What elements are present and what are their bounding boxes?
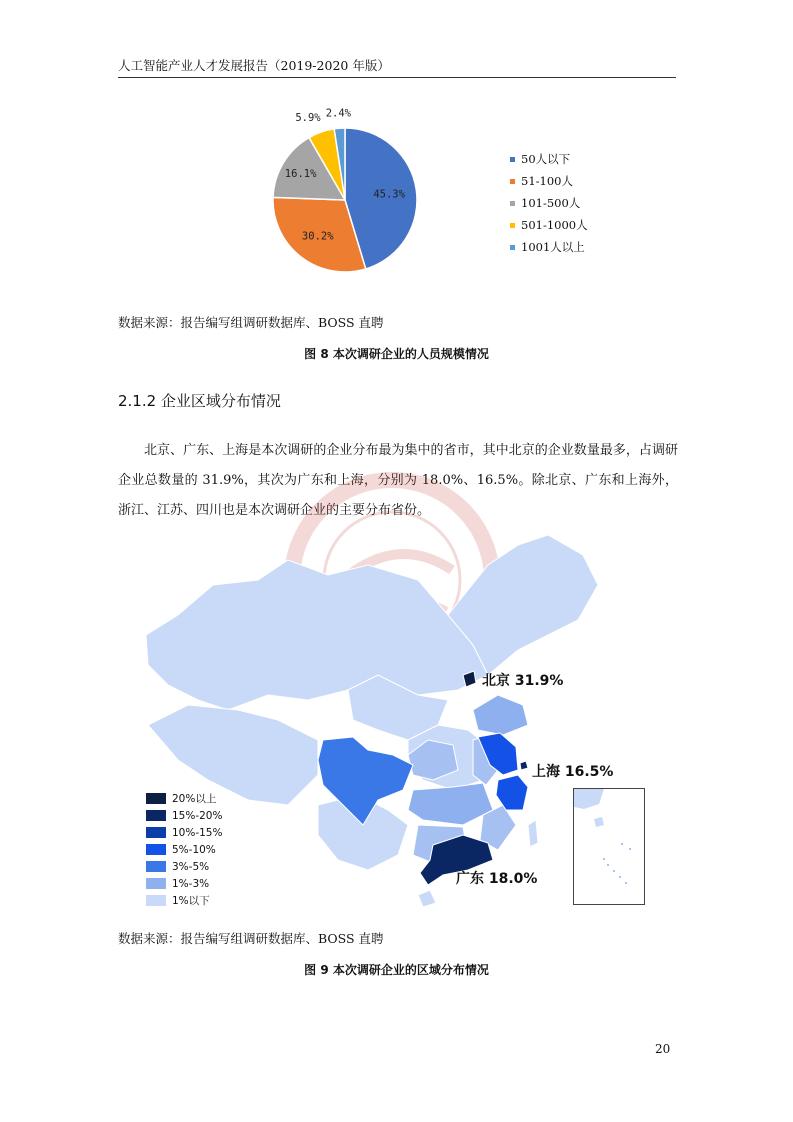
pie-legend-label: 51-100人 bbox=[521, 174, 573, 188]
map-legend-label: 20%以上 bbox=[172, 793, 217, 805]
pie-legend-swatch bbox=[510, 201, 515, 206]
map-region-taiwan bbox=[528, 820, 538, 847]
map-legend-item bbox=[146, 858, 222, 875]
pie-slice-label: 2.4% bbox=[325, 107, 352, 120]
map-legend-swatch bbox=[146, 844, 166, 855]
map-legend-label: 1%以下 bbox=[172, 895, 210, 907]
map-label-shanghai: 上海 16.5% bbox=[532, 764, 614, 780]
body-paragraph: 北京、广东、上海是本次调研的企业分布最为集中的省市，其中北京的企业数量最多，占调研企业总数量的 31.9%，其次为广东和上海，分别为 18.0%、16.5%。除北京、广东和上海外，浙江、江苏、四川也是本次调研企业的主要分布省份。 bbox=[118, 443, 678, 518]
map-legend-swatch bbox=[146, 861, 166, 872]
pie-legend-swatch bbox=[510, 179, 515, 184]
map-legend-swatch bbox=[146, 878, 166, 889]
pie-legend-label: 501-1000人 bbox=[521, 218, 588, 232]
pie-legend-swatch bbox=[510, 245, 515, 250]
map-region-zhejiang bbox=[496, 775, 528, 810]
map-region-hainan bbox=[418, 890, 436, 907]
map-legend-swatch bbox=[146, 827, 166, 838]
pie-legend-item bbox=[510, 214, 588, 236]
pie-chart-svg bbox=[260, 107, 500, 280]
map-legend-label: 1%-3% bbox=[172, 877, 210, 890]
section-title: 2.1.2 企业区域分布情况 bbox=[118, 392, 281, 410]
map-legend-swatch bbox=[146, 810, 166, 821]
pie-chart bbox=[260, 107, 600, 280]
pie-legend-item bbox=[510, 236, 588, 258]
pie-legend bbox=[510, 148, 588, 258]
south-china-sea-inset bbox=[573, 788, 645, 905]
map-legend-label: 3%-5% bbox=[172, 860, 210, 873]
pie-legend-item bbox=[510, 170, 588, 192]
fig9-source: 数据来源：报告编写组调研数据库、BOSS 直聘 bbox=[118, 931, 384, 946]
pie-slice-label: 30.2% bbox=[301, 230, 334, 243]
pie-slice-label: 16.1% bbox=[284, 168, 317, 181]
map-legend-item bbox=[146, 807, 222, 824]
map-region-shanghai bbox=[520, 761, 528, 770]
map-legend-item bbox=[146, 841, 222, 858]
pie-slice-label: 5.9% bbox=[295, 112, 321, 125]
map-legend-item bbox=[146, 892, 222, 909]
page-header: 人工智能产业人才发展报告（2019-2020 年版） bbox=[118, 56, 676, 78]
map-legend bbox=[146, 790, 222, 909]
pie-legend-swatch bbox=[510, 223, 515, 228]
fig9-caption: 图 9 本次调研企业的区域分布情况 bbox=[304, 963, 489, 977]
pie-legend-label: 101-500人 bbox=[521, 196, 581, 210]
map-legend-item bbox=[146, 824, 222, 841]
map-legend-label: 10%-15% bbox=[172, 826, 223, 839]
map-label-beijing: 北京 31.9% bbox=[482, 673, 564, 689]
map-legend-label: 15%-20% bbox=[172, 809, 223, 822]
map-region-north-west bbox=[146, 560, 488, 710]
map-label-guangdong: 广东 18.0% bbox=[456, 871, 538, 887]
map-region-shandong bbox=[473, 695, 528, 735]
map-legend-swatch bbox=[146, 895, 166, 906]
map-legend-swatch bbox=[146, 793, 166, 804]
south-china-sea-inset-svg bbox=[574, 789, 644, 904]
pie-legend-label: 1001人以上 bbox=[521, 240, 585, 254]
map-legend-item bbox=[146, 790, 222, 807]
page-number: 20 bbox=[655, 1042, 671, 1056]
china-map bbox=[118, 525, 678, 920]
fig8-caption: 图 8 本次调研企业的人员规模情况 bbox=[304, 347, 489, 361]
map-region-hubei bbox=[408, 783, 493, 825]
map-legend-item bbox=[146, 875, 222, 892]
pie-slice-label: 45.3% bbox=[373, 188, 405, 201]
pie-legend-label: 50人以下 bbox=[521, 152, 571, 166]
map-legend-label: 5%-10% bbox=[172, 843, 216, 856]
fig8-source: 数据来源：报告编写组调研数据库、BOSS 直聘 bbox=[118, 315, 384, 330]
pie-legend-item bbox=[510, 192, 588, 214]
pie-legend-item bbox=[510, 148, 588, 170]
pie-legend-swatch bbox=[510, 157, 515, 162]
